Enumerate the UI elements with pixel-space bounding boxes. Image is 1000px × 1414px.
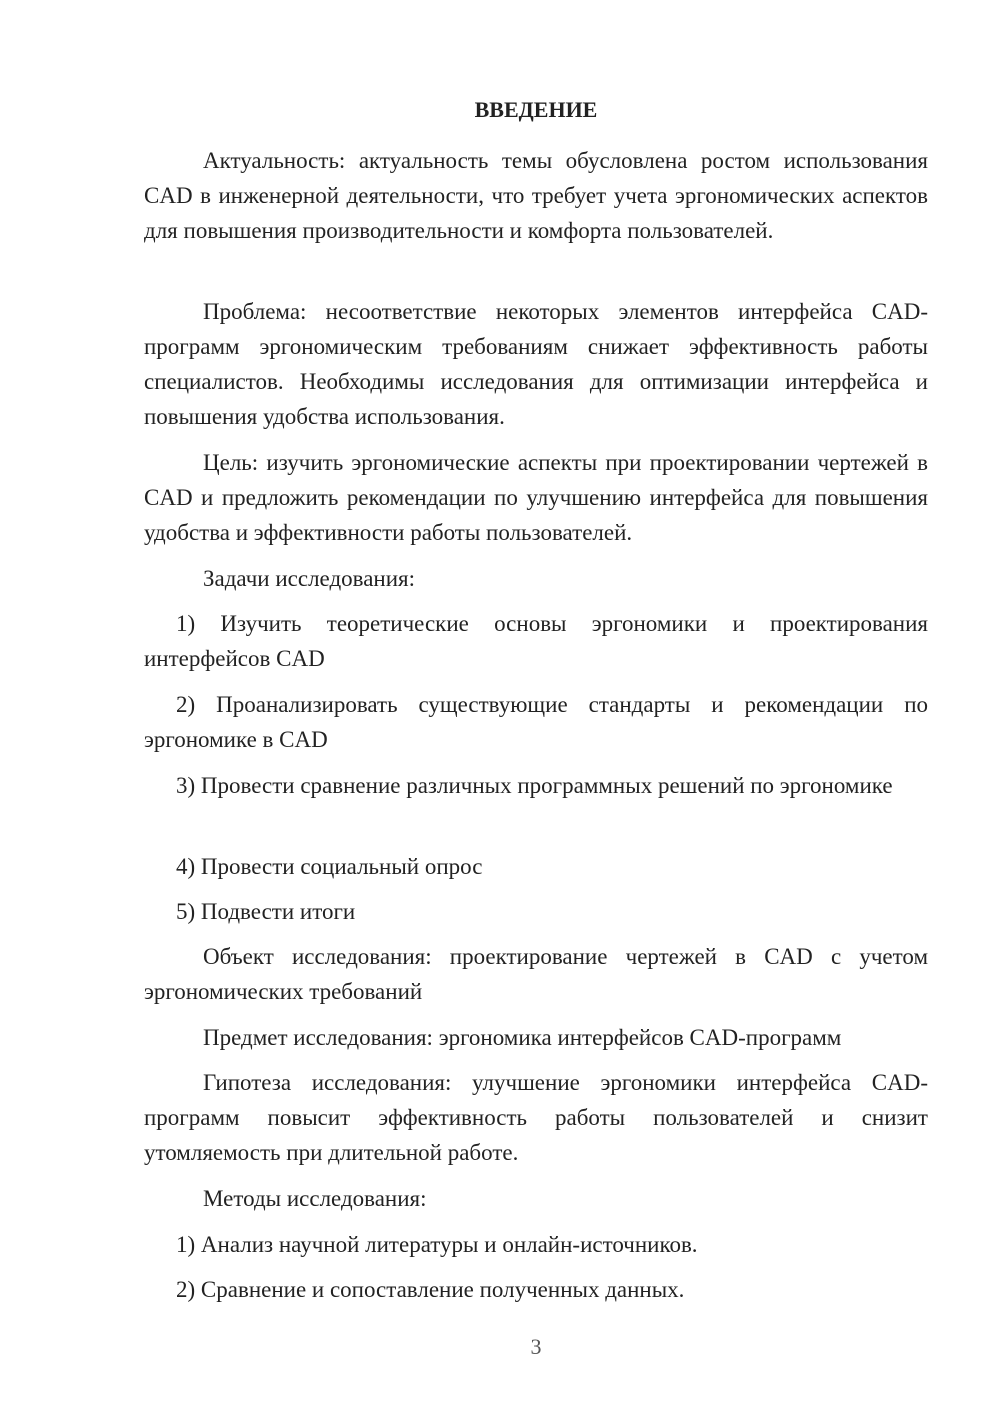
methods-title: Методы исследования: [203,1186,427,1211]
list-item-task-4: 4) Провести социальный опрос [176,854,483,879]
tasks-title: Задачи исследования: [203,566,416,591]
page-number: 3 [530,1334,542,1359]
paragraph-goal: Цель: изучить эргономические аспекты при проектировании чертежей в CAD и предложить рекомендации по улучшению интерфейса для повышения удобства и эффективности работы пользователей. [144,450,928,545]
paragraph-subject: Предмет исследования: эргономика интерфейсов CAD-программ [203,1025,842,1050]
list-item-task-2: 2) Проанализировать существующие стандарты и рекомендации по эргономике в CAD [144,692,928,752]
paragraph-problem: Проблема: несоответствие некоторых элементов интерфейса CAD-программ эргономическим требованиям снижает эффективность работы специалистов. Необходимы исследования для оптимизации интерфейса и повышения удобства использования. [144,299,928,429]
list-item-task-3: 3) Провести сравнение различных программных решений по эргономике [176,773,893,798]
list-item-task-1: 1) Изучить теоретические основы эргономики и проектирования интерфейсов CAD [144,611,928,671]
paragraph-hypothesis: Гипотеза исследования: улучшение эргономики интерфейса CAD-программ повысит эффективность работы пользователей и снизит утомляемость при длительной работе. [144,1070,928,1165]
paragraph-relevance: Актуальность: актуальность темы обусловлена ростом использования CAD в инженерной деятельности, что требует учета эргономических аспектов для повышения производительности и комфорта пользователей. [144,148,928,243]
list-item-method-2: 2) Сравнение и сопоставление полученных данных. [176,1277,685,1302]
page-title: ВВЕДЕНИЕ [474,97,598,122]
list-item-method-1: 1) Анализ научной литературы и онлайн-источников. [176,1232,698,1257]
list-item-task-5: 5) Подвести итоги [176,899,356,924]
paragraph-object: Объект исследования: проектирование чертежей в CAD с учетом эргономических требований [144,944,928,1004]
